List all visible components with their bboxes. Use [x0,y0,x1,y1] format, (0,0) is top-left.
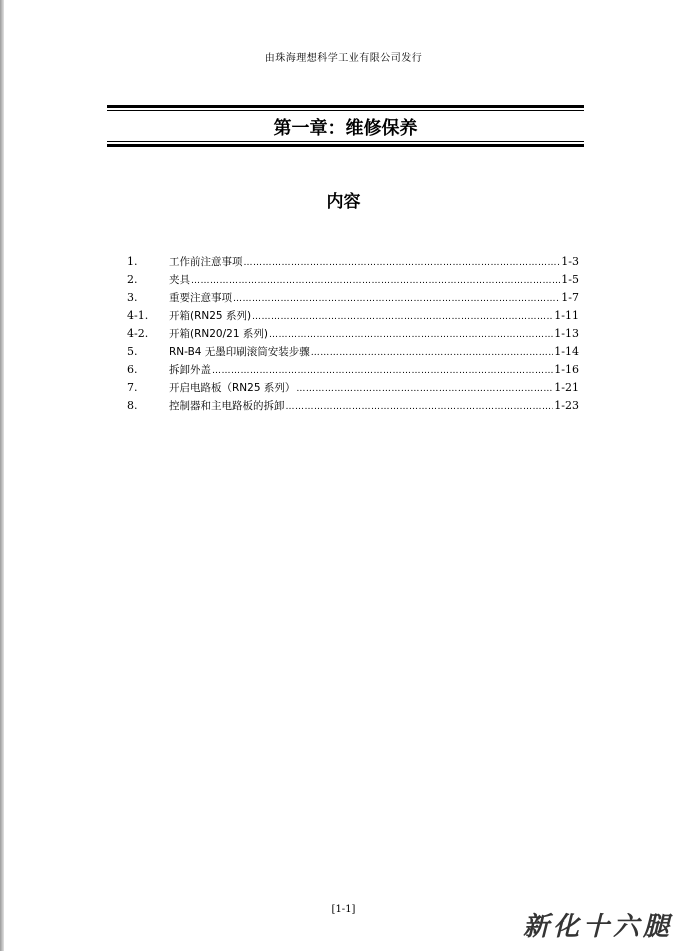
toc-entry-title: RN-B4 无墨印刷滚筒安装步骤 [169,346,310,358]
toc-entry-page: 1-21 [554,381,579,394]
page-left-edge [0,0,4,951]
toc-leader-dots [233,289,560,308]
watermark-signature: 新化十六腿 [522,912,673,942]
toc-leader-dots [252,307,553,326]
toc-entry-number: 2. [127,273,138,286]
table-of-contents [127,253,579,415]
toc-entry-title: 重要注意事项 [169,292,232,304]
page-number: [1-1] [331,904,356,915]
toc-entry-page: 1-3 [561,255,579,268]
toc-leader-dots [269,325,553,344]
toc-entry-number: 6. [127,363,138,376]
toc-entry-title: 夹具 [169,274,190,286]
toc-entry-number: 5. [127,345,138,358]
toc-entry-number: 3. [127,291,138,304]
publisher-header: 由珠海理想科学工业有限公司发行 [264,53,423,64]
toc-entry-page: 1-16 [554,363,579,376]
toc-entry-title: 控制器和主电路板的拆卸 [169,400,285,412]
toc-entry[interactable] [127,361,579,379]
toc-entry-page: 1-14 [554,345,579,358]
toc-entry-title: 拆卸外盖 [169,364,211,376]
chapter-rule-bottom [107,141,584,147]
toc-entry[interactable] [127,307,579,325]
toc-entry-title: 开箱(RN25 系列) [169,310,252,322]
toc-entry[interactable] [127,289,579,307]
toc-entry-title: 开启电路板（RN25 系列） [169,382,296,394]
toc-entry[interactable] [127,253,579,271]
toc-leader-dots [212,361,553,380]
toc-leader-dots [191,271,560,290]
toc-entry-page: 1-23 [554,399,579,412]
toc-entry-number: 4-1. [127,309,149,322]
toc-leader-dots [296,379,553,398]
toc-entry-title: 工作前注意事项 [169,256,243,268]
toc-entry-page: 1-11 [554,309,579,322]
toc-entry[interactable] [127,379,579,397]
toc-entry-number: 7. [127,381,138,394]
toc-leader-dots [286,397,554,416]
chapter-title: 第一章：维修保养 [273,118,418,139]
toc-entry-title: 开箱(RN20/21 系列) [169,328,268,340]
toc-entry-number: 8. [127,399,138,412]
toc-entry[interactable] [127,325,579,343]
toc-entry[interactable] [127,271,579,289]
toc-entry[interactable] [127,397,579,415]
toc-entry-page: 1-7 [561,291,579,304]
toc-entry-number: 1. [127,255,138,268]
toc-entry-page: 1-13 [554,327,579,340]
toc-entry[interactable] [127,343,579,361]
toc-entry-number: 4-2. [127,327,149,340]
toc-entry-page: 1-5 [561,273,579,286]
toc-heading: 内容 [326,192,361,212]
toc-leader-dots [311,343,553,362]
chapter-rule-top [107,105,584,111]
toc-leader-dots [244,253,561,272]
